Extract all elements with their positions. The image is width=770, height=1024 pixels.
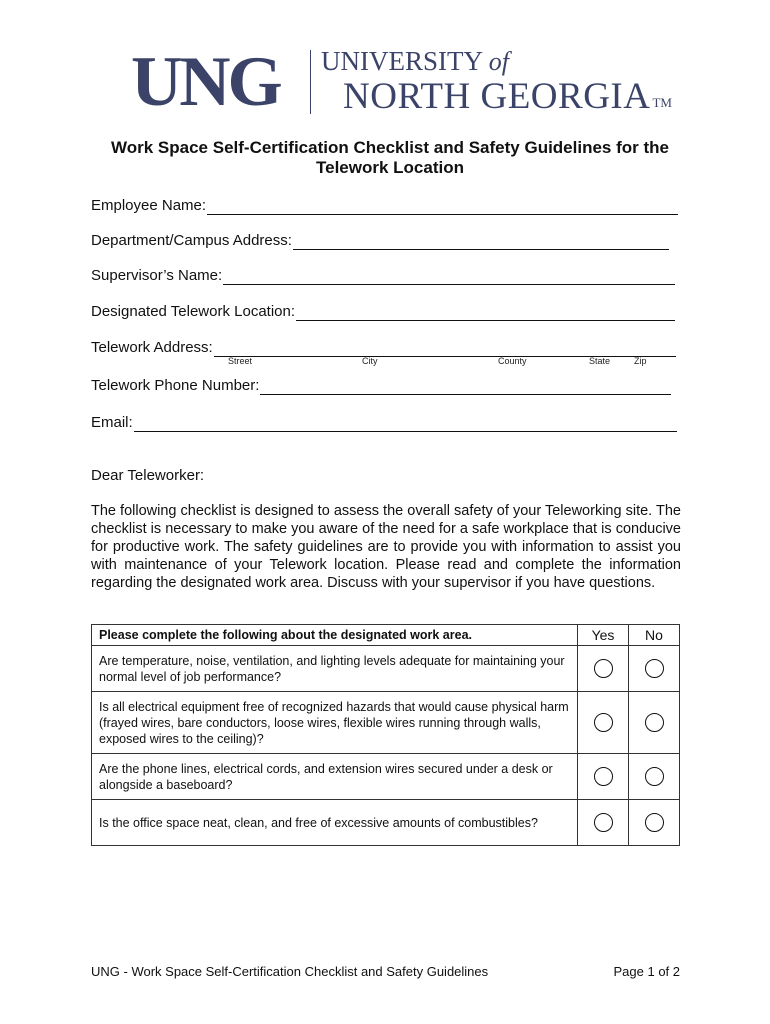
yes-radio-button[interactable] (594, 813, 613, 832)
checklist-header: Please complete the following about the designated work area. (92, 625, 578, 646)
yes-cell (578, 754, 629, 800)
yes-cell (578, 800, 629, 846)
email-field[interactable] (91, 414, 677, 432)
checklist-question: Are the phone lines, electrical cords, and extension wires secured under a desk or alongside a baseboard? (92, 754, 578, 800)
email-input-line[interactable] (134, 417, 677, 432)
no-radio-button[interactable] (645, 767, 664, 786)
intro-paragraph: The following checklist is designed to assess the overall safety of your Teleworking site. The checklist is necessary to make you aware of the need for a safe workplace that is conducive for productive work. The safety guidelines are to provide you with information to assist you with maintenance of your Telework location. Please read and complete the information regarding the designated work area. Discuss with your supervisor if you have questions. (91, 503, 681, 591)
telework-location-label: Designated Telework Location: (91, 303, 296, 320)
checklist-question: Is the office space neat, clean, and free of excessive amounts of combustibles? (92, 800, 578, 846)
ung-logo (131, 43, 672, 121)
salutation: Dear Teleworker: (91, 467, 205, 484)
no-cell (629, 692, 680, 754)
telework-location-field[interactable] (91, 303, 675, 321)
logo-of-word: of (488, 47, 509, 76)
logo-university-word: UNIVERSITY (321, 46, 482, 76)
footer-document-title: UNG - Work Space Self-Certification Checklist and Safety Guidelines (91, 964, 489, 979)
supervisor-input-line[interactable] (223, 270, 675, 285)
street-sublabel: Street (228, 356, 253, 366)
checklist-row (92, 800, 680, 846)
document-title-line1: Work Space Self-Certification Checklist and Safety Guidelines for the (111, 138, 669, 157)
checklist-question: Is all electrical equipment free of recognized hazards that would cause physical harm (frayed wires, bare conductors, loose wires, flexible wires running through walls, exposed wires to the ceiling)? (92, 692, 578, 754)
telework-address-field[interactable] (91, 339, 676, 357)
logo-ung-text: UNG (131, 43, 280, 121)
county-sublabel: County (498, 356, 527, 366)
department-label: Department/Campus Address: (91, 232, 292, 249)
no-radio-button[interactable] (645, 659, 664, 678)
no-cell (629, 800, 680, 846)
yes-cell (578, 692, 629, 754)
department-field[interactable] (91, 232, 669, 250)
email-label: Email: (91, 414, 133, 431)
employee-name-label: Employee Name: (91, 197, 207, 214)
checklist-row (92, 646, 680, 692)
no-radio-button[interactable] (645, 813, 664, 832)
state-sublabel: State (589, 356, 611, 366)
employee-name-input-line[interactable] (207, 200, 678, 215)
supervisor-field[interactable] (91, 267, 675, 285)
checklist-table (91, 624, 680, 846)
yes-radio-button[interactable] (594, 713, 613, 732)
checklist-row (92, 754, 680, 800)
yes-radio-button[interactable] (594, 767, 613, 786)
yes-cell (578, 646, 629, 692)
telework-address-input-line[interactable] (214, 342, 676, 357)
no-cell (629, 646, 680, 692)
checklist-row (92, 692, 680, 754)
no-radio-button[interactable] (645, 713, 664, 732)
logo-university-text (321, 46, 509, 77)
logo-trademark: TM (652, 95, 672, 110)
yes-radio-button[interactable] (594, 659, 613, 678)
no-cell (629, 754, 680, 800)
employee-name-field[interactable] (91, 197, 678, 215)
telework-address-label: Telework Address: (91, 339, 213, 356)
telework-phone-field[interactable] (91, 377, 671, 395)
logo-north-georgia-word: NORTH GEORGIA (343, 76, 651, 117)
supervisor-label: Supervisor’s Name: (91, 267, 223, 284)
telework-location-input-line[interactable] (296, 306, 675, 321)
department-input-line[interactable] (293, 235, 669, 250)
zip-sublabel: Zip (634, 356, 647, 366)
footer-page-number: Page 1 of 2 (613, 964, 680, 979)
no-column-header: No (629, 625, 680, 646)
checklist-question: Are temperature, noise, ventilation, and lighting levels adequate for maintaining your normal level of job performance? (92, 646, 578, 692)
logo-divider (310, 50, 311, 114)
telework-phone-label: Telework Phone Number: (91, 377, 260, 394)
checklist-header-row (92, 625, 680, 646)
telework-phone-input-line[interactable] (260, 380, 671, 395)
city-sublabel: City (362, 356, 378, 366)
yes-column-header: Yes (578, 625, 629, 646)
logo-north-georgia-text (343, 77, 672, 117)
document-title-line2: Telework Location (316, 158, 464, 177)
